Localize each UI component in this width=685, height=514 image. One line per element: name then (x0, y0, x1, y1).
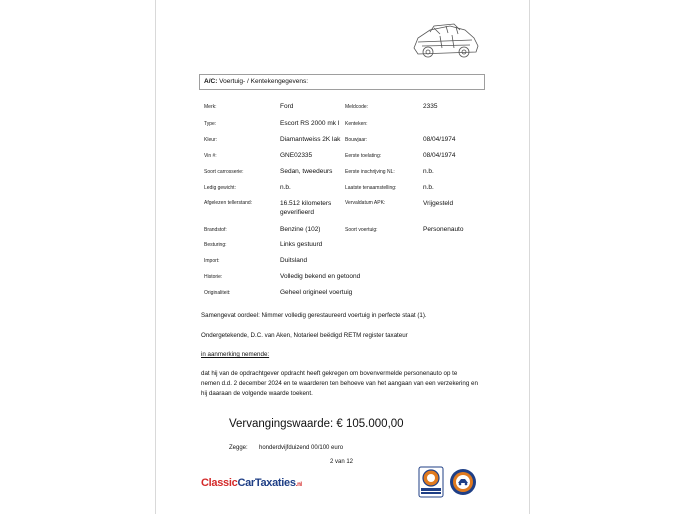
signatory-text: Ondergetekende, D.C. van Aken, Notarieel beëdigd RETM register taxateur (201, 332, 408, 339)
label-originaliteit: Originaliteit: (204, 290, 231, 296)
label-vin: Vin #: (204, 153, 217, 159)
label-brandstof: Brandstof: (204, 227, 227, 233)
label-import: Import: (204, 258, 220, 264)
label-historie: Historie: (204, 274, 223, 280)
register-seal-icon (418, 466, 444, 498)
label-type: Type: (204, 121, 217, 127)
label-besturing: Besturing: (204, 242, 227, 248)
value-tellerstand-line2: geverifieerd (280, 209, 314, 216)
page-edge-left (155, 0, 156, 514)
label-soort-voertuig: Soort voertuig: (345, 227, 378, 233)
label-meldcode: Meldcode: (345, 104, 369, 110)
taxateur-seal-icon (449, 468, 477, 496)
logo-part-classic: Classic (201, 477, 238, 489)
classiccartaxaties-logo (201, 477, 302, 489)
zegge-value: honderdvijfduizend 00/100 euro (259, 445, 344, 451)
label-tellerstand: Afgelezen tellerstand: (204, 200, 253, 206)
label-carrosserie: Soort carrosserie: (204, 169, 244, 175)
value-soort-voertuig: Personenauto (423, 226, 464, 233)
value-bouwjaar: 08/04/1974 (423, 136, 456, 143)
label-eerste-toelating: Eerste toelating: (345, 153, 382, 159)
value-brandstof: Benzine (102) (280, 226, 321, 233)
page-number: 2 van 12 (330, 459, 354, 465)
replacement-value: Vervangingswaarde: € 105.000,00 (229, 418, 404, 430)
value-vin: GNE02335 (280, 152, 313, 159)
label-eerste-inschrijving: Eerste inschrijving NL: (345, 169, 395, 175)
body-line-3: hij daaraan de volgende waarde toekent. (201, 390, 313, 397)
value-besturing: Links gestuurd (280, 241, 323, 248)
page-edge-right (529, 0, 530, 514)
value-import: Duitsland (280, 257, 308, 264)
label-vervaldatum-apk: Vervaldatum APK: (345, 200, 386, 206)
value-historie: Volledig bekend en getoond (280, 273, 361, 280)
value-vervaldatum-apk: Vrijgesteld (423, 200, 454, 207)
logo-part-cartaxaties: CarTaxaties (237, 477, 296, 489)
value-ledig-gewicht: n.b. (280, 184, 291, 191)
label-merk: Merk: (204, 104, 217, 110)
label-laatste-tenaamstelling: Laatste tenaamstelling: (345, 185, 397, 191)
value-type: Escort RS 2000 mk I (280, 120, 340, 127)
body-line-2: nemen d.d. 2 december 2024 en te waarderen ten behoeve van het aangaan van een verzekering en (201, 380, 478, 387)
value-tellerstand-line1: 16.512 kilometers (280, 200, 332, 207)
section-title: Voertuig- / Kentekengegevens: (219, 78, 309, 85)
car-sketch-image (410, 18, 482, 60)
value-carrosserie: Sedan, tweedeurs (280, 168, 333, 175)
value-laatste-tenaamstelling: n.b. (423, 184, 434, 191)
summary-text: Samengevat oordeel: Nimmer volledig gerestaureerd voertuig in perfecte staat (1). (201, 312, 427, 319)
zegge-label: Zegge: (229, 445, 248, 451)
value-kleur: Diamantweiss 2K lak (280, 136, 341, 143)
value-eerste-toelating: 08/04/1974 (423, 152, 456, 159)
label-ledig-gewicht: Ledig gewicht: (204, 185, 236, 191)
label-kleur: Kleur: (204, 137, 218, 143)
consideration-heading: in aanmerking nemende: (201, 351, 270, 358)
label-bouwjaar: Bouwjaar: (345, 137, 368, 143)
value-merk: Ford (280, 103, 294, 110)
logo-part-nl: .nl (295, 482, 302, 488)
section-title-prefix: A/C: (204, 78, 218, 85)
value-eerste-inschrijving: n.b. (423, 168, 434, 175)
value-meldcode: 2335 (423, 103, 438, 110)
body-line-1: dat hij van de opdrachtgever opdracht heeft gekregen om bovenvermelde personenauto op te (201, 370, 458, 377)
label-kenteken: Kenteken: (345, 121, 368, 127)
vehicle-data-section-header (199, 74, 485, 90)
value-originaliteit: Geheel origineel voertuig (280, 289, 353, 296)
